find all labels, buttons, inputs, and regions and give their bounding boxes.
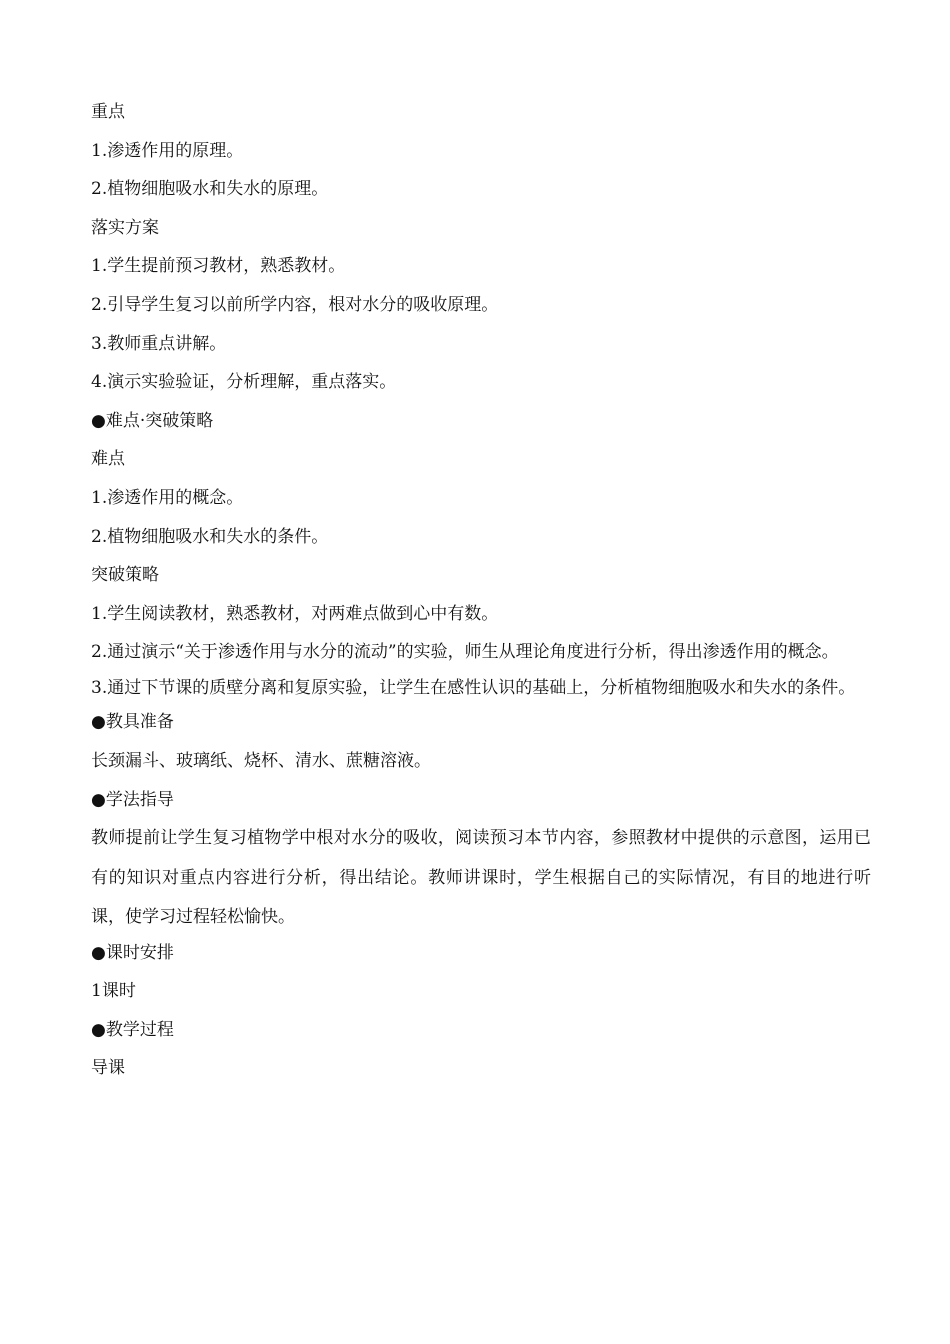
key-point-item: 1.渗透作用的原理。 xyxy=(91,140,244,161)
strategy-item: 2.通过演示“关于渗透作用与水分的流动”的实验，师生从理论角度进行分析，得出渗透作用的概念。 xyxy=(91,642,839,663)
study-method-text: 教师提前让学生复习植物学中根对水分的吸收，阅读预习本节内容，参照教材中提供的示意图，运用已有的知识对重点内容进行分析，得出结论。教师讲课时，学生根据自己的实际情况，有目的地进行听课，使学习过程轻松愉快。 xyxy=(91,828,871,928)
implementation-item: 4.演示实验验证，分析理解，重点落实。 xyxy=(91,372,397,393)
strategy-heading: 突破策略 xyxy=(91,565,159,586)
process-section-title: ●教学过程 xyxy=(91,1019,174,1040)
teaching-aids-section-title: ●教具准备 xyxy=(91,712,174,733)
difficulty-item: 2.植物细胞吸水和失水的条件。 xyxy=(91,526,329,547)
strategy-item: 3.通过下节课的质壁分离和复原实验，让学生在感性认识的基础上，分析植物细胞吸水和失水的条件。 xyxy=(91,677,856,698)
implementation-item: 1.学生提前预习教材，熟悉教材。 xyxy=(91,256,346,277)
schedule-text: 1课时 xyxy=(91,981,136,1002)
difficulty-item: 1.渗透作用的概念。 xyxy=(91,487,244,508)
study-method-section-title: ●学法指导 xyxy=(91,789,174,810)
strategy-item: 1.学生阅读教材，熟悉教材，对两难点做到心中有数。 xyxy=(91,603,499,624)
implementation-heading: 落实方案 xyxy=(91,217,159,238)
schedule-section-title: ●课时安排 xyxy=(91,942,174,963)
key-points-heading: 重点 xyxy=(91,102,125,122)
teaching-aids-text: 长颈漏斗、玻璃纸、烧杯、清水、蔗糖溶液。 xyxy=(91,750,431,771)
key-point-item: 2.植物细胞吸水和失水的原理。 xyxy=(91,179,329,200)
implementation-item: 3.教师重点讲解。 xyxy=(91,333,227,354)
difficulty-heading: 难点 xyxy=(91,449,125,470)
difficulty-section-title: ●难点·突破策略 xyxy=(91,410,214,431)
implementation-item: 2.引导学生复习以前所学内容，根对水分的吸收原理。 xyxy=(91,294,499,315)
lead-in-heading: 导课 xyxy=(91,1058,125,1079)
document-page xyxy=(91,97,871,1092)
